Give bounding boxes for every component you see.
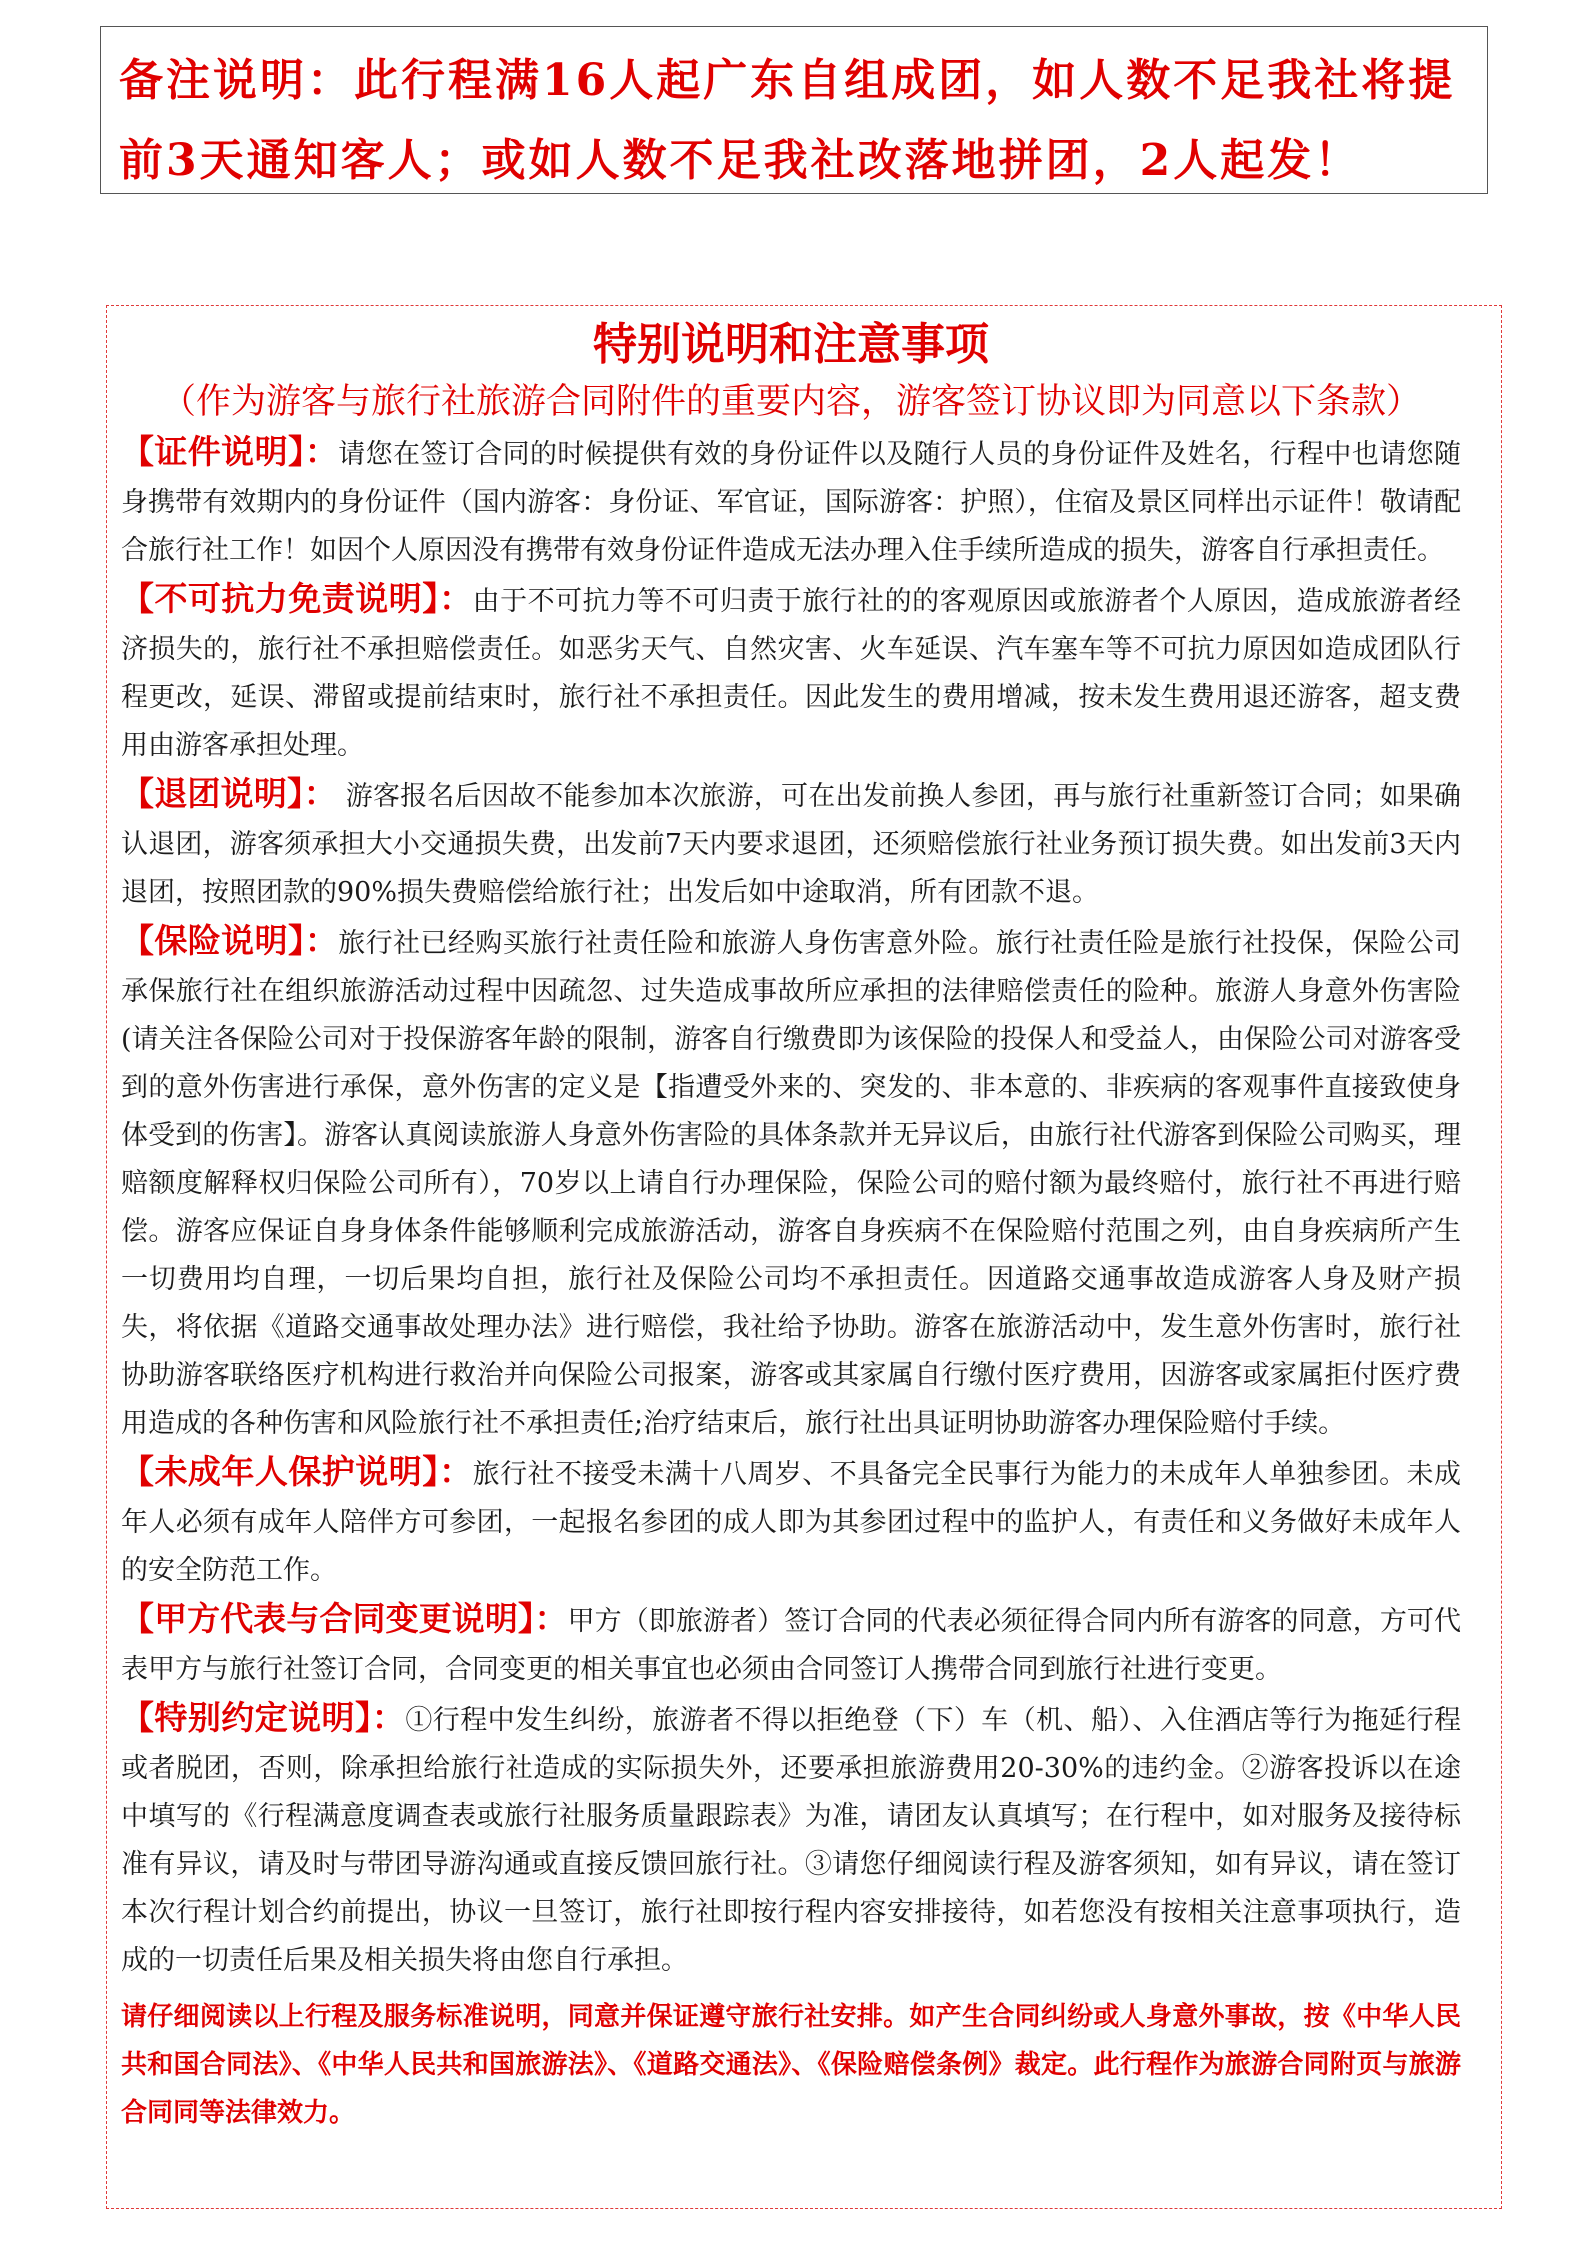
section-insurance <box>121 917 1461 1448</box>
section-heading: 【未成年人保护说明】： <box>121 1452 473 1491</box>
section-body: 甲方（即旅游者）签订合同的代表必须征得合同内所有游客的同意，方可代表甲方与旅行社签订合同，合同变更的相关事宜也必须由合同签订人携带合同到旅行社进行变更。 <box>121 1606 1462 1685</box>
section-body: ①行程中发生纠纷，旅游者不得以拒绝登（下）车（机、船）、入住酒店等行为拖延行程或者脱团，否则，除承担给旅行社造成的实际损失外，还要承担旅游费用20-30%的违约金。②游客投诉以在途中填写的《行程满意度调查表或旅行社服务质量跟踪表》为准，请团友认真填写；在行程中，如对服务及接待标准有异议，请及时与带团导游沟通或直接反馈回旅行社。③请您仔细阅读行程及游客须知，如有异议，请在签订本次行程计划合约前提出，协议一旦签订，旅行社即按行程内容安排接待，如若您没有按相关注意事项执行，造成的一切责任后果及相关损失将由您自行承担。 <box>121 1705 1462 1976</box>
section-heading: 【证件说明】： <box>121 432 339 471</box>
section-body: 游客报名后因故不能参加本次旅游，可在出发前换人参团，再与旅行社重新签订合同；如果确认退团，游客须承担大小交通损失费，出发前7天内要求退团，还须赔偿旅行社业务预订损失费。如出发前3天内退团，按照团款的90%损失费赔偿给旅行社；出发后如中途取消，所有团款不退。 <box>121 781 1461 908</box>
closing-statement: 请仔细阅读以上行程及服务标准说明，同意并保证遵守旅行社安排。如产生合同纠纷或人身意外事故，按《中华人民共和国合同法》、《中华人民共和国旅游法》、《道路交通法》、《保险赔偿条例》裁定。此行程作为旅游合同附页与旅游合同同等法律效力。 <box>121 2002 1461 2128</box>
section-heading: 【不可抗力免责说明】： <box>121 579 473 618</box>
section-heading: 【甲方代表与合同变更说明】： <box>121 1599 568 1638</box>
section-party-a <box>121 1595 1461 1694</box>
section-heading: 【保险说明】： <box>121 921 339 960</box>
section-body: 旅行社已经购买旅行社责任险和旅游人身伤害意外险。旅行社责任险是旅行社投保，保险公司承保旅行社在组织旅游活动过程中因疏忽、过失造成事故所应承担的法律赔偿责任的险种。旅游人身意外伤害险(请关注各保险公司对于投保游客年龄的限制，游客自行缴费即为该保险的投保人和受益人，由保险公司对游客受到的意外伤害进行承保，意外伤害的定义是【指遭受外来的、突发的、非本意的、非疾病的客观事件直接致使身体受到的伤害】。游客认真阅读旅游人身意外伤害险的具体条款并无异议后，由旅行社代游客到保险公司购买，理赔额度解释权归保险公司所有），70岁以上请自行办理保险，保险公司的赔付额为最终赔付，旅行社不再进行赔偿。游客应保证自身身体条件能够顺利完成旅游活动，游客自身疾病不在保险赔付范围之列，由自身疾病所产生一切费用均自理，一切后果均自担，旅行社及保险公司均不承担责任。因道路交通事故造成游客人身及财产损失，将依据《道路交通事故处理办法》进行赔偿，我社给予协助。游客在旅游活动中，发生意外伤害时，旅行社协助游客联络医疗机构进行救治并向保险公司报案，游客或其家属自行缴付医疗费用，因游客或家属拒付医疗费用造成的各种伤害和风险旅行社不承担责任;治疗结束后，旅行社出具证明协助游客办理保险赔付手续。 <box>121 928 1462 1439</box>
section-id-docs <box>121 428 1461 575</box>
section-minors <box>121 1448 1461 1595</box>
section-cancellation <box>121 770 1461 917</box>
special-notes-box <box>106 305 1502 2209</box>
section-heading: 【特别约定说明】： <box>121 1698 406 1737</box>
section-title: 特别说明和注意事项 <box>593 319 989 370</box>
section-body: 旅行社不接受未满十八周岁、不具备完全民事行为能力的未成年人单独参团。未成年人必须有成年人陪伴方可参团，一起报名参团的成人即为其参团过程中的监护人，有责任和义务做好未成年人的安全防范工作。 <box>121 1459 1462 1586</box>
section-heading: 【退团说明】： <box>121 774 337 813</box>
section-force-majeure <box>121 575 1461 770</box>
notice-text: 备注说明：此行程满16人起广东自组成团，如人数不足我社将提前3天通知客人；或如人数不足我社改落地拼团，2人起发！ <box>119 55 1456 186</box>
section-body: 请您在签订合同的时候提供有效的身份证件以及随行人员的身份证件及姓名，行程中也请您随身携带有效期内的身份证件（国内游客：身份证、军官证，国际游客：护照），住宿及景区同样出示证件！敬请配合旅行社工作！如因个人原因没有携带有效身份证件造成无法办理入住手续所造成的损失，游客自行承担责任。 <box>121 439 1462 566</box>
section-body: 由于不可抗力等不可归责于旅行社的的客观原因或旅游者个人原因，造成旅游者经济损失的，旅行社不承担赔偿责任。如恶劣天气、自然灾害、火车延误、汽车塞车等不可抗力原因如造成团队行程更改，延误、滞留或提前结束时，旅行社不承担责任。因此发生的费用增减，按未发生费用退还游客，超支费用由游客承担处理。 <box>121 586 1462 761</box>
section-subtitle: （作为游客与旅行社旅游合同附件的重要内容，游客签订协议即为同意以下条款） <box>160 382 1421 422</box>
notice-box <box>100 26 1488 194</box>
section-special-terms <box>121 1694 1461 1985</box>
